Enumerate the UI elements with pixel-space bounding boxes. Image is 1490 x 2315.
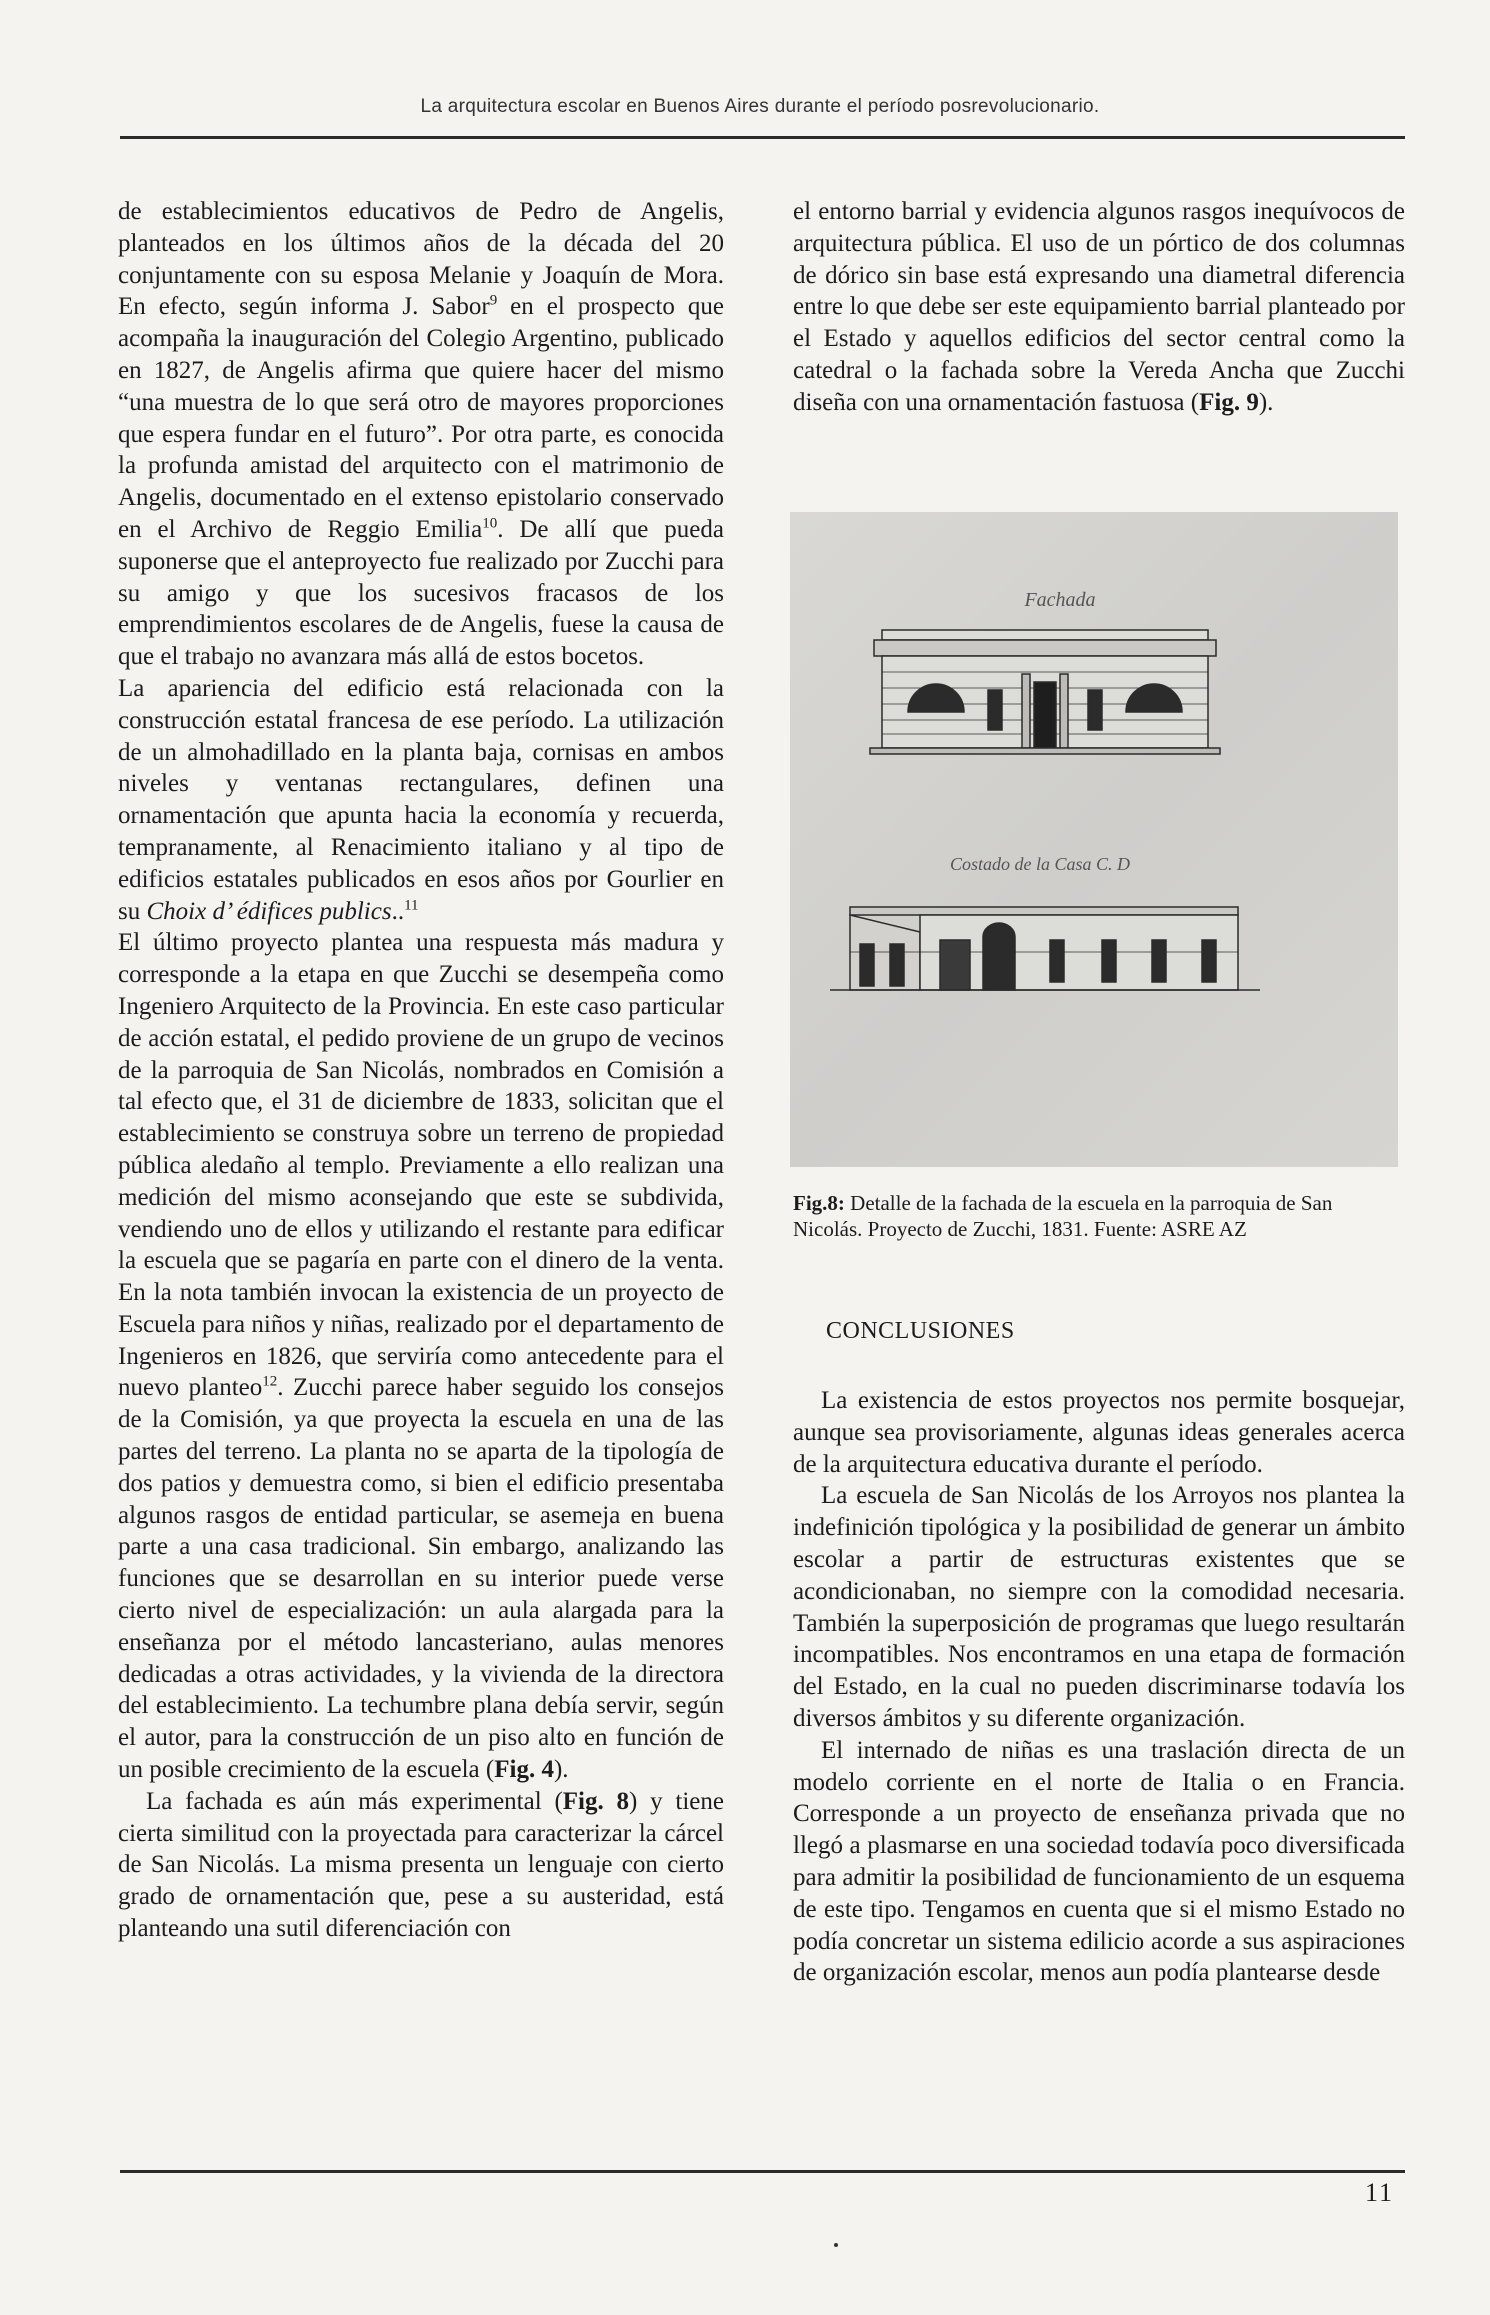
left-paragraph-4 xyxy=(118,1786,724,1945)
text-run: ) y tiene cierta similitud con la proyectada para caracterizar la cárcel de San Nicolás. La misma presenta un lenguaje con cierto grado de ornamentación que, pese a su austeridad, está planteando una sutil diferenciación con xyxy=(118,1787,724,1943)
window xyxy=(1202,940,1216,982)
text-run: de establecimientos educativos de Pedro de Angelis, planteados en los últimos años de la década del 20 conjuntamente con su esposa Melanie y Joaquín de Mora. En efecto, según informa J. Sabor xyxy=(118,198,724,321)
text-run: El último proyecto plantea una respuesta más madura y corresponde a la etapa en que Zucchi se desempeña como Ingeniero Arquitecto de la Provincia. En este caso particular de acción estatal, el pedido proviene de un grupo de vecinos de la parroquia de San Nicolás, nombrados en Comisión a tal efecto que, el 31 de diciembre de 1833, solicitan que el establecimiento se construya sobre un terreno de propiedad pública aledaño al templo. Previamente a ello realizan una medición del mismo aconsejando que este se subdivida, vendiendo uno de ellos y utilizando el restante para edificar la escuela que se pagaría en parte con el dinero de la venta. En la nota también invocan la existencia de un proyecto de Escuela para niños y niñas, realizado por el departamento de Ingenieros en 1826, que serviría como antecedente para el nuevo planteo xyxy=(118,929,724,1402)
text-run: La fachada es aún más experimental ( xyxy=(146,1787,563,1815)
text-run: el entorno barrial y evidencia algunos rasgos inequívocos de arquitectura pública. El uso de un pórtico de dos columnas de dórico sin base está expresando una diametral diferencia entre lo que debe ser este equipamiento barrial planteado por el Estado y aquellos edificios del sector central como la catedral o la fachada sobre la Vereda Ancha que Zucchi diseña con una ornamentación fastuosa ( xyxy=(793,198,1405,416)
window xyxy=(1050,940,1064,982)
footnote-ref-10: 10 xyxy=(482,515,498,532)
window xyxy=(1102,940,1116,982)
right-column-top xyxy=(793,196,1405,419)
text-run: .. xyxy=(391,897,405,925)
header-rule xyxy=(120,136,1405,139)
text-run: . De allí que pueda suponerse que el anteproyecto fue realizado por Zucchi para su amigo y que los sucesivos fracasos de los emprendimientos escolares de de Angelis, fuese la causa de que el trabajo no avanzara más allá de estos bocetos. xyxy=(118,515,724,671)
figure-reference: Fig. 8 xyxy=(562,1787,630,1815)
text-run: en el prospecto que acompaña la inauguración del Colegio Argentino, publicado en 1827, de Angelis afirma que quiere hacer del mismo “una muestra de lo que será otro de mayores proporciones que espera fundar en el futuro”. Por otra parte, es conocida la profunda amistad del arquitecto con el matrimonio de Angelis, documentado en el extenso epistolario conservado en el Archivo de Reggio Emilia xyxy=(118,293,724,543)
footer-rule xyxy=(120,2170,1405,2173)
caption-text: Detalle de la fachada de la escuela en la parroquia de San Nicolás. Proyecto de Zucchi, 1831. Fuente: ASRE AZ xyxy=(793,1191,1333,1241)
page-number: 11 xyxy=(1365,2178,1395,2207)
drawing-label-upper: Fachada xyxy=(1024,589,1096,611)
conclusions-paragraph-3: El internado de niñas es una traslación directa de un modelo corriente en el norte de Italia o en Francia. Corresponde a un proyecto de enseñanza privada que no llegó a plasmarse en una sociedad todavía poco diversificada para admitir la posibilidad de funcionamiento de un esquema de este tipo. Tengamos en cuenta que si el mismo Estado no podía concretar un sistema edilicio acorde a sus aspiraciones de organización escolar, menos aun podía plantearse desde xyxy=(793,1736,1405,1987)
figure-caption xyxy=(793,1190,1405,1242)
right-paragraph-1 xyxy=(793,196,1405,419)
conclusions-column xyxy=(793,1385,1405,1989)
entrance-door xyxy=(1034,682,1056,748)
window xyxy=(890,944,904,986)
entablature-upper xyxy=(874,640,1216,656)
conclusions-paragraph-1: La existencia de estos proyectos nos permite bosquejar, aunque sea provisoriamente, algunas ideas generales acerca de la arquitectura educativa durante el período. xyxy=(793,1387,1405,1478)
facade-drawing xyxy=(790,512,1398,1167)
text-run: ). xyxy=(1258,388,1274,416)
text-run: La apariencia del edificio está relacionada con la construcción estatal francesa de ese período. La utilización de un almohadillado en la planta baja, cornisas en ambos niveles y ventanas rectangulares, definen una ornamentación que apunta hacia la economía y recuerda, tempranamente, al Renacimiento italiano y al tipo de edificios estatales publicados en esos años por Gourlier en su xyxy=(118,674,724,925)
text-run: ). xyxy=(553,1756,569,1784)
drawing-label-lower: Costado de la Casa C. D xyxy=(949,854,1131,874)
figure-reference: Fig. 9 xyxy=(1199,388,1259,416)
section-heading-conclusiones: CONCLUSIONES xyxy=(826,1318,1015,1344)
plinth xyxy=(870,748,1220,754)
window xyxy=(1088,690,1102,730)
figure-reference: Fig. 4 xyxy=(494,1756,554,1784)
left-paragraph-2 xyxy=(118,673,724,927)
footnote-ref-9: 9 xyxy=(489,293,498,310)
running-header: La arquitectura escolar en Buenos Aires durante el período posrevolucionario. xyxy=(420,96,1100,117)
text-run: . Zucchi parece haber seguido los consejos de la Comisión, ya que proyecta la escuela en una de las partes del terreno. La planta no se aparta de la tipología de dos patios y demuestra como, si bien el edificio presentaba algunos rasgos de entidad particular, se asemeja en buena parte a una casa tradicional. Sin embargo, analizando las funciones que se desarrollan en su interior puede verse cierto nivel de especialización: un aula alargada para la enseñanza por el método lancasteriano, aulas menores dedicadas a otras actividades, y la vivienda de la directora del establecimiento. La techumbre plana debía servir, según el autor, para la construcción de un piso alto en función de un posible crecimiento de la escuela ( xyxy=(118,1374,724,1784)
book-title: Choix d’ édifices publics xyxy=(146,897,392,925)
portico-column xyxy=(1022,674,1030,748)
cornice-lower xyxy=(850,907,1238,915)
side-door xyxy=(940,940,970,990)
speck-mark xyxy=(834,2243,838,2247)
cornice-upper xyxy=(882,630,1208,640)
window xyxy=(1152,940,1166,982)
left-paragraph-3 xyxy=(118,927,724,1786)
caption-label: Fig.8: xyxy=(793,1191,845,1215)
portico-column xyxy=(1060,674,1068,748)
window xyxy=(988,690,1002,730)
footnote-ref-12: 12 xyxy=(262,1374,278,1391)
left-paragraph-1 xyxy=(118,196,724,673)
arched-door xyxy=(983,923,1015,990)
window xyxy=(860,944,874,986)
footnote-ref-11: 11 xyxy=(404,897,419,914)
figure-8-facade-drawing xyxy=(790,512,1398,1167)
conclusions-paragraph-2: La escuela de San Nicolás de los Arroyos nos plantea la indefinición tipológica y la posibilidad de generar un ámbito escolar a partir de estructuras existentes que se acondicionaban, no siempre con la comodidad necesaria. También la superposición de programas que luego resultarán incompatibles. Nos encontramos en una etapa de formación del Estado, en la cual no pueden discriminarse todavía los diversos ámbitos y su diferente organización. xyxy=(793,1482,1405,1732)
left-column xyxy=(118,196,724,1945)
